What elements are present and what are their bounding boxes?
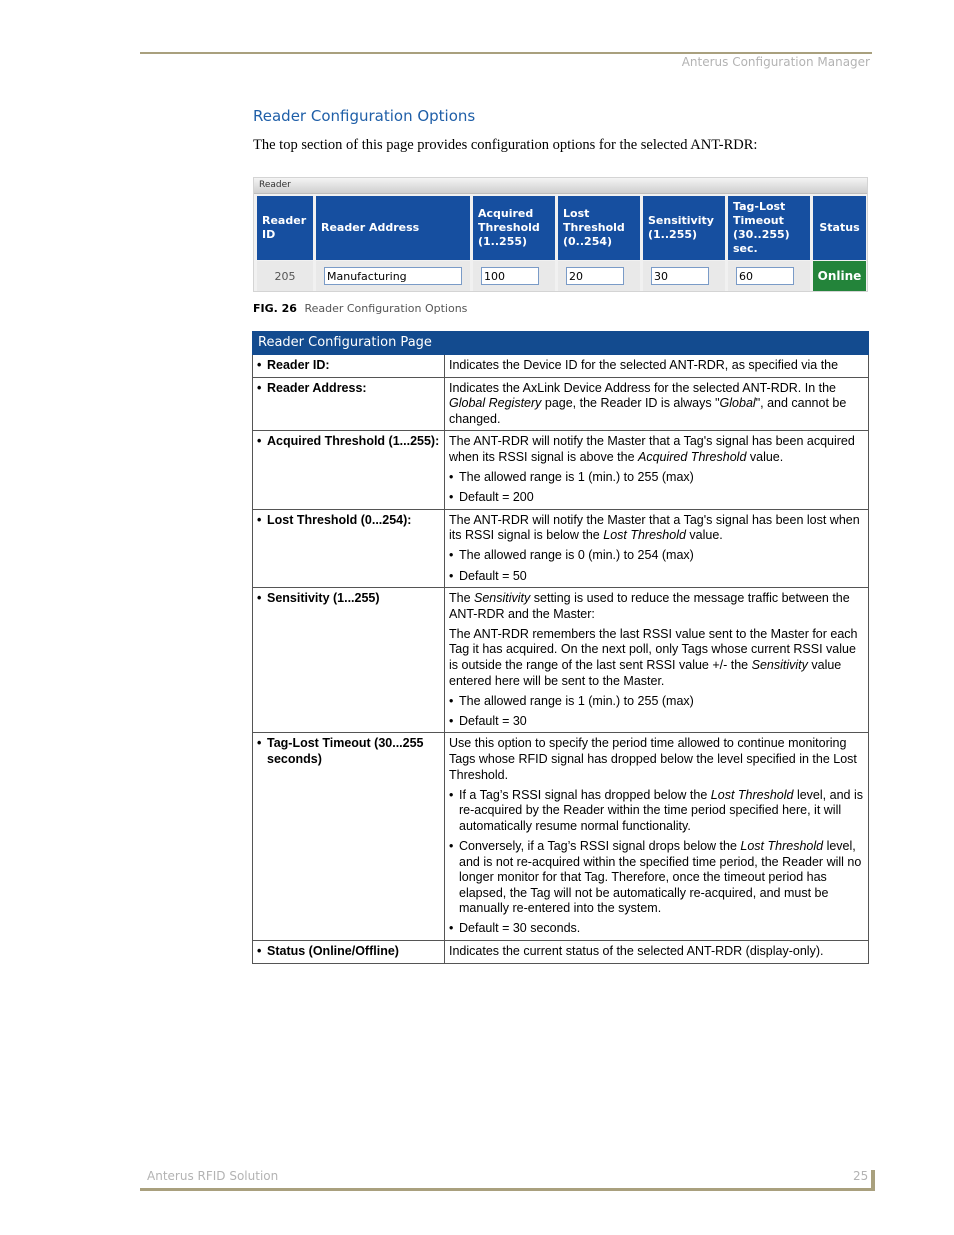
reader-address-cell — [316, 261, 470, 291]
page-number: 25 — [853, 1169, 869, 1183]
panel-title-bar: Reader — [254, 178, 867, 194]
desc-reader-address: Indicates the AxLink Device Address for the selected ANT-RDR. In the Global Registery page, the Reader ID is always "Global", and cannot be changed. — [445, 377, 869, 431]
term-sensitivity: Sensitivity (1...255) — [267, 591, 380, 606]
footer-rule — [140, 1188, 872, 1191]
reader-address-input[interactable] — [324, 267, 462, 285]
term-tag-lost-timeout: Tag-Lost Timeout (30...255 seconds) — [267, 736, 424, 766]
acquired-threshold-input[interactable] — [481, 267, 539, 285]
reader-grid-row — [257, 261, 867, 291]
term-reader-address: Reader Address: — [267, 380, 367, 395]
lost-threshold-input[interactable] — [566, 267, 624, 285]
status-badge: Online — [813, 261, 866, 291]
section-title: Reader Configuration Options — [253, 107, 476, 125]
table-row: • Reader Address: Indicates the AxLink Device Address for the selected ANT-RDR. In the Global Registery page, the Reader ID is always "Global", and cannot be changed. — [253, 377, 869, 431]
col-reader-id: Reader ID — [257, 196, 313, 260]
timeout-cell — [728, 261, 810, 291]
col-reader-address: Reader Address — [316, 196, 470, 260]
reader-grid-header — [257, 196, 867, 260]
col-acquired-threshold: Acquired Threshold (1..255) — [473, 196, 555, 260]
term-reader-id: Reader ID: — [267, 358, 330, 372]
sensitivity-input[interactable] — [651, 267, 709, 285]
col-sensitivity: Sensitivity (1..255) — [643, 196, 725, 260]
table-row: • Tag-Lost Timeout (30...255 seconds) Use this option to specify the period time allowed to continue monitoring Tags whose RFID signal has dropped below the level specified in the Lost Threshold. • If a Tag’s RSSI signal has dropped below the Lost Threshold level, and is re-acquired by the Reader within the time period specified here, it will automatically resume normal functionality. • Conversely, if a Tag’s RSSI signal drops below the Lost Threshold level, and is not re-acquired within the specified time period, the Reader will no longer monitor for that Tag. Therefore, once the timeout period has elapsed, the Tag will not be automatically re-acquired, and must be manually re-entered into the system. • Default = 30 seconds. — [253, 733, 869, 941]
desc-tag-lost-timeout: Use this option to specify the period time allowed to continue monitoring Tags whose RFID signal has dropped below the level specified in the Lost Threshold. • If a Tag’s RSSI signal has dropped below the Lost Threshold level, and is re-acquired by the Reader within the time period specified here, it will automatically resume normal functionality. • Conversely, if a Tag’s RSSI signal drops below the Lost Threshold level, and is not re-acquired within the specified time period, the Reader will no longer monitor for that Tag. Therefore, once the timeout period has elapsed, the Tag will not be automatically re-acquired, and must be manually re-entered into the system. • Default = 30 seconds. — [445, 733, 869, 941]
table-row: • Reader ID: Indicates the Device ID for the selected ANT-RDR, as specified via the — [253, 355, 869, 378]
col-tag-lost-timeout: Tag-Lost Timeout (30..255) sec. — [728, 196, 810, 260]
term-lost-threshold: Lost Threshold (0...254): — [267, 512, 412, 527]
desc-reader-id: Indicates the Device ID for the selected ANT-RDR, as specified via the — [445, 355, 869, 378]
desc-status: Indicates the current status of the selected ANT-RDR (display-only). — [445, 941, 869, 964]
intro-paragraph: The top section of this page provides configuration options for the selected ANT-RDR: — [253, 137, 758, 153]
table-row: • Lost Threshold (0...254): The ANT-RDR will notify the Master that a Tag's signal has been lost when its RSSI signal is below the Lost Threshold value. • The allowed range is 0 (min.) to 254 (max) • Default = 50 — [253, 509, 869, 587]
header-rule — [140, 52, 872, 54]
desc-acquired-threshold: The ANT-RDR will notify the Master that a Tag's signal has been acquired when its RSSI signal is above the Acquired Threshold value. • The allowed range is 1 (min.) to 255 (max) • Default = 200 — [445, 431, 869, 509]
figure-caption — [253, 302, 467, 315]
running-footer: Anterus RFID Solution — [147, 1169, 279, 1183]
sensitivity-cell — [643, 261, 725, 291]
col-lost-threshold: Lost Threshold (0..254) — [558, 196, 640, 260]
reader-config-table — [252, 331, 869, 964]
footer-rule-tick — [871, 1170, 875, 1191]
figure-caption-text: Reader Configuration Options — [304, 302, 468, 315]
timeout-input[interactable] — [736, 267, 794, 285]
reader-config-screenshot — [253, 177, 868, 292]
term-acquired-threshold: Acquired Threshold (1...255): — [267, 434, 440, 449]
term-status: Status (Online/Offline) — [267, 944, 399, 958]
table-row: • Sensitivity (1...255) The Sensitivity setting is used to reduce the message traffic between the ANT-RDR and the Master: The ANT-RDR remembers the last RSSI value sent to the Master for each Tag it has acquired. On the next poll, only Tags whose current RSSI value is outside the range of the last sent RSSI value +/- the Sensitivity value entered here will be sent to the Master. • The allowed range is 1 (min.) to 255 (max) • Default = 30 — [253, 588, 869, 733]
reader-id-value: 205 — [257, 261, 313, 291]
table-row: • Status (Online/Offline) Indicates the current status of the selected ANT-RDR (display-only). — [253, 941, 869, 964]
lost-threshold-cell — [558, 261, 640, 291]
table-title: Reader Configuration Page — [253, 332, 869, 355]
running-header: Anterus Configuration Manager — [681, 55, 870, 69]
col-status: Status — [813, 196, 866, 260]
desc-sensitivity: The Sensitivity setting is used to reduce the message traffic between the ANT-RDR and the Master: The ANT-RDR remembers the last RSSI value sent to the Master for each Tag it has acquired. On the next poll, only Tags whose current RSSI value is outside the range of the last sent RSSI value +/- the Sensitivity value entered here will be sent to the Master. • The allowed range is 1 (min.) to 255 (max) • Default = 30 — [445, 588, 869, 733]
acquired-threshold-cell — [473, 261, 555, 291]
desc-lost-threshold: The ANT-RDR will notify the Master that a Tag's signal has been lost when its RSSI signal is below the Lost Threshold value. • The allowed range is 0 (min.) to 254 (max) • Default = 50 — [445, 509, 869, 587]
table-row: • Acquired Threshold (1...255): The ANT-RDR will notify the Master that a Tag's signal has been acquired when its RSSI signal is above the Acquired Threshold value. • The allowed range is 1 (min.) to 255 (max) • Default = 200 — [253, 431, 869, 509]
figure-number: FIG. 26 — [253, 302, 297, 315]
